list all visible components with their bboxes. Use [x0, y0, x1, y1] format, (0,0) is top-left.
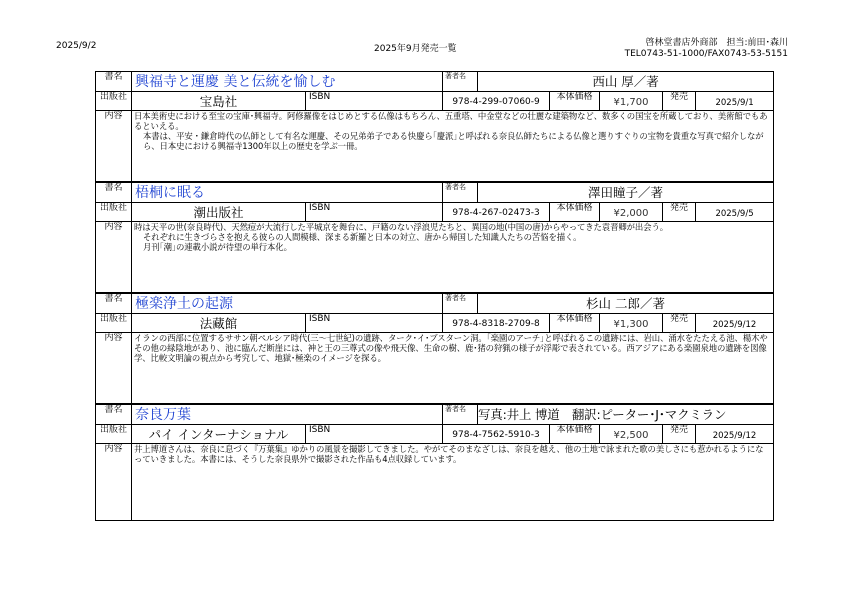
book-content	[132, 333, 774, 404]
content-label: 内容	[96, 333, 132, 404]
book-record	[95, 404, 774, 521]
author-label: 著者名	[443, 183, 478, 203]
content-line: 井上博道さんは、奈良に息づく『万葉集』ゆかりの風景を撮影してきました。やがてそのまなざしは、奈良を越え、他の土地で詠まれた歌の美しさにも惹かれるようになっていきました。本書には、そうした奈良県外で撮影された作品も4点収録しています。	[134, 444, 764, 464]
price-label: 本体価格	[550, 92, 600, 111]
book-title: 極楽浄土の起源	[132, 294, 443, 314]
price-label: 本体価格	[550, 425, 600, 444]
book-author: 写真:井上 博道 翻訳:ピーター･J･マクミラン	[478, 405, 774, 425]
content-line: 月刊｢潮｣の連載小説が待望の単行本化。	[143, 242, 292, 252]
book-release: 2025/9/5	[696, 203, 774, 222]
header-company	[625, 38, 788, 60]
header-date: 2025/9/2	[56, 41, 97, 51]
book-isbn: 978-4-267-02473-3	[443, 203, 550, 222]
title-label: 書名	[96, 294, 132, 314]
book-publisher: 法藏館	[132, 314, 306, 333]
isbn-label: ISBN	[306, 425, 443, 444]
content-line: イランの西部に位置するササン朝ペルシア時代(三～七世紀)の遺跡、ターク･イ･ブスターン洞。｢楽園のアーチ｣と呼ばれるこの遺跡には、岩山、涌水をたたえる池、楊木やその他の緑陰地があり、池に臨んだ断崖には、神と王の三尊式の像や飛天像、生命の樹、鹿･猪の狩猟の様子が浮彫で表されている。西アジアにある楽園泉地の遺跡を図像学、比較文明論の視点から考究して、地獄･極楽のイメージを探る。	[134, 333, 768, 363]
book-author: 杉山 二郎／著	[478, 294, 774, 314]
company-contact: TEL0743-51-1000/FAX0743-53-5151	[624, 49, 788, 59]
content-line: 時は天平の世(奈良時代)、天然痘が大流行した平城京を舞台に、戸籍のない浮浪児たちと、異国の地(中国の唐)からやってきた袁晋卿が出会う。	[134, 222, 668, 232]
content-line: 本書は、平安・鎌倉時代の仏師として有名な運慶、その兄弟弟子である快慶ら｢慶派｣と呼ばれる奈良仏師たちによる仏像と選りすぐりの宝物を貴重な写真で紹介しながら、日本史における興福寺1300年以上の歴史を学ぶ一冊。	[143, 131, 764, 151]
header-title: 2025年9月発売一覧	[374, 44, 457, 54]
publisher-label: 出版社	[96, 203, 132, 222]
isbn-label: ISBN	[306, 203, 443, 222]
book-price: ¥1,700	[600, 92, 663, 111]
publisher-label: 出版社	[96, 92, 132, 111]
price-label: 本体価格	[550, 203, 600, 222]
release-label: 発売	[663, 314, 696, 333]
book-publisher: パイ インターナショナル	[132, 425, 306, 444]
book-price: ¥2,500	[600, 425, 663, 444]
content-line: 日本美術史における至宝の宝庫･興福寺。阿修羅像をはじめとする仏像はもちろん、五重塔、中金堂などの壮麗な建築物など、数多くの国宝を所蔵しており、美術館でもあるといえる。	[134, 111, 768, 131]
publisher-label: 出版社	[96, 425, 132, 444]
book-title: 奈良万葉	[132, 405, 443, 425]
content-line: それぞれに生きづらさを抱える彼らの人間模様、深まる新羅と日本の対立、唐から帰国した知識人たちの苦悩を描く。	[143, 232, 582, 242]
book-content	[132, 444, 774, 521]
content-label: 内容	[96, 444, 132, 521]
book-title: 興福寺と運慶 美と伝統を愉しむ	[132, 72, 443, 92]
book-isbn: 978-4-299-07060-9	[443, 92, 550, 111]
book-publisher: 潮出版社	[132, 203, 306, 222]
author-label: 著者名	[443, 294, 478, 314]
book-price: ¥1,300	[600, 314, 663, 333]
book-title: 梧桐に眠る	[132, 183, 443, 203]
release-label: 発売	[663, 203, 696, 222]
title-label: 書名	[96, 183, 132, 203]
release-label: 発売	[663, 425, 696, 444]
isbn-label: ISBN	[306, 92, 443, 111]
book-price: ¥2,000	[600, 203, 663, 222]
book-record	[95, 293, 774, 404]
book-isbn: 978-4-8318-2709-8	[443, 314, 550, 333]
book-isbn: 978-4-7562-5910-3	[443, 425, 550, 444]
author-label: 著者名	[443, 72, 478, 92]
book-record	[95, 182, 774, 293]
book-content	[132, 222, 774, 293]
book-publisher: 宝島社	[132, 92, 306, 111]
title-label: 書名	[96, 405, 132, 425]
book-author: 西山 厚／著	[478, 72, 774, 92]
title-label: 書名	[96, 72, 132, 92]
price-label: 本体価格	[550, 314, 600, 333]
author-label: 著者名	[443, 405, 478, 425]
book-content	[132, 111, 774, 182]
book-release: 2025/9/1	[696, 92, 774, 111]
isbn-label: ISBN	[306, 314, 443, 333]
publisher-label: 出版社	[96, 314, 132, 333]
content-label: 内容	[96, 222, 132, 293]
book-release: 2025/9/12	[696, 425, 774, 444]
release-label: 発売	[663, 92, 696, 111]
book-author: 澤田瞳子／著	[478, 183, 774, 203]
book-release: 2025/9/12	[696, 314, 774, 333]
company-name: 啓林堂書店外商部 担当:前田･森川	[645, 38, 788, 48]
book-record	[95, 71, 774, 182]
content-label: 内容	[96, 111, 132, 182]
